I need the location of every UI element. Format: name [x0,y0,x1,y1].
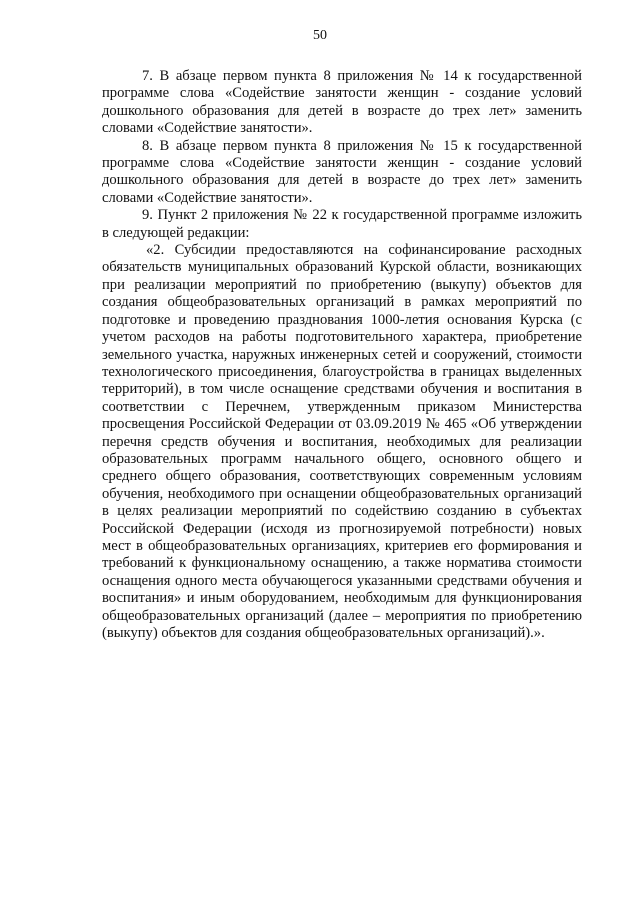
quoted-subsidy-clause: «2. Субсидии предоставляются на софинансирование расходных обязательств муниципальных образований Курской области, возникающих при реализации мероприятий по приобретению (выкупу) объектов для создания общеобразовательных организаций в рамках мероприятий по подготовке и проведению празднования 1000-летия основания Курска (с учетом расходов на работы подготовительного характера, приобретение земельного участка, наружных инженерных сетей и сооружений, стоимости технологического присоединения, благоустройства в границах выделенных территорий), в том числе оснащение средствами обучения и воспитания в соответствии с Перечнем, утвержденным приказом Министерства просвещения Российской Федерации от 03.09.2019 № 465 «Об утверждении перечня средств обучения и воспитания, необходимых для реализации образовательных программ начального общего, основного общего и среднего общего образования, соответствующих современным условиям обучения, необходимого при оснащении общеобразовательных организаций в целях реализации мероприятий по содействию созданию в субъектах Российской Федерации (исходя из прогнозируемой потребности) новых мест в общеобразовательных организациях, критериев его формирования и требований к функциональному оснащению, а также норматива стоимости оснащения одного места обучающегося указанными средствами обучения и воспитания» и иным оборудованием, необходимым для функционирования общеобразовательных организаций (далее – мероприятия по приобретению (выкупу) объектов для создания общеобразовательных организаций).». [102,242,582,641]
paragraph-item-7: 7. В абзаце первом пункта 8 приложения № 14 к государственной программе слова «Содействие занятости женщин - создание условий дошкольного образования для детей в возрасте до трех лет» заменить словами «Содействие занятости». [102,68,582,137]
paragraph-item-8: 8. В абзаце первом пункта 8 приложения № 15 к государственной программе слова «Содействие занятости женщин - создание условий дошкольного образования для детей в возрасте до трех лет» заменить словами «Содействие занятости». [102,137,582,206]
document-body [102,68,582,642]
page-number: 50 [313,28,327,43]
paragraph-item-9: 9. Пункт 2 приложения № 22 к государственной программе изложить в следующей редакции: [102,207,582,241]
